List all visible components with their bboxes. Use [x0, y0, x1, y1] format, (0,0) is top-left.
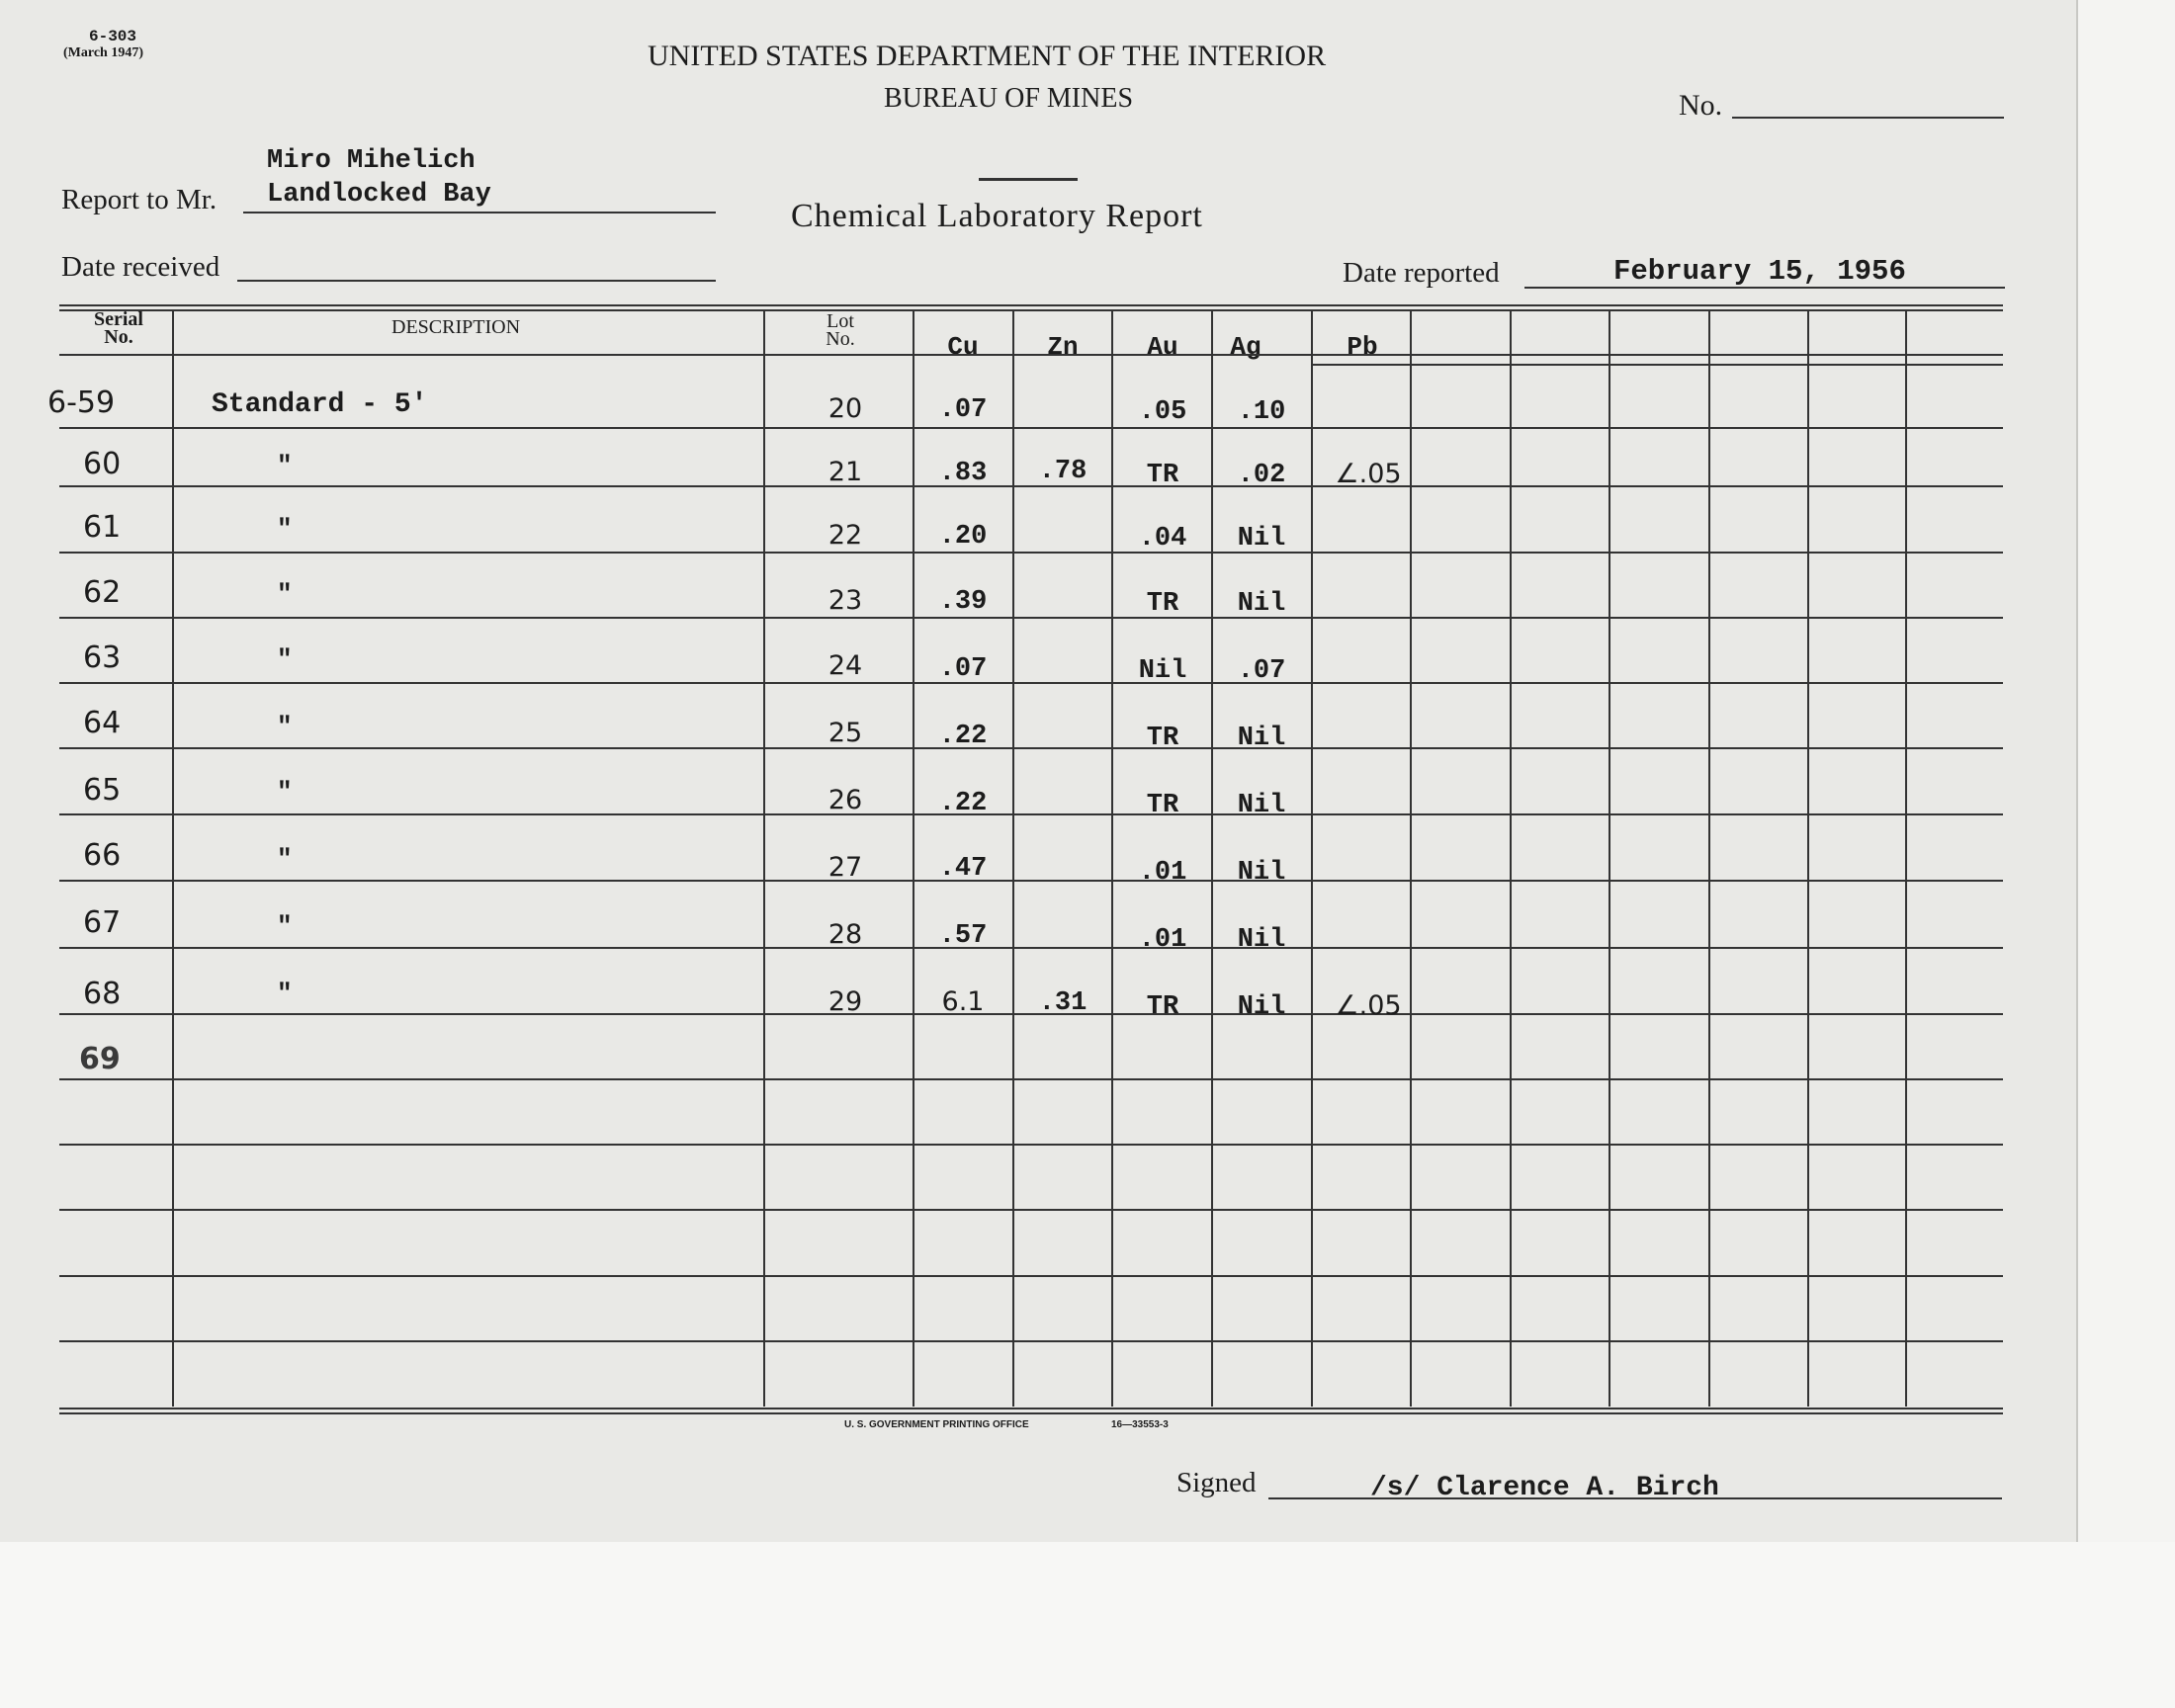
col-divider [172, 309, 174, 1407]
serial-cell: 62 [83, 575, 122, 610]
cu-cell: .07 [938, 395, 988, 425]
serial-header: Serial No. [94, 308, 143, 348]
row-rule [59, 813, 2003, 815]
lot-header: Lot No. [826, 310, 855, 350]
lot-cell: 23 [827, 585, 863, 616]
description-cell: " [277, 644, 293, 674]
date-received-line [237, 280, 716, 282]
au-cell: TR [1146, 724, 1179, 753]
serial-cell: 65 [83, 773, 122, 808]
row-rule [59, 1340, 2003, 1342]
no-label: No. [1679, 89, 1723, 122]
row-rule [59, 1144, 2003, 1146]
pb-cell: ∠.05 [1335, 990, 1402, 1021]
signed-label: Signed [1176, 1467, 1257, 1498]
title-rule [979, 178, 1078, 181]
header-rule-right [1311, 364, 2003, 366]
report-to-line [243, 212, 716, 214]
cu-cell: .07 [938, 654, 988, 684]
lot-cell: 20 [827, 393, 863, 424]
serial-cell: 63 [83, 640, 122, 675]
lot-cell: 27 [827, 852, 863, 883]
signature-line [1268, 1497, 2002, 1499]
printing-code: 16—33553-3 [1111, 1419, 1169, 1430]
lot-cell: 25 [827, 718, 863, 748]
au-cell: .01 [1138, 858, 1187, 888]
cu-cell: .83 [938, 459, 988, 488]
table-bottom-rule [59, 1408, 2003, 1409]
col-divider [1311, 309, 1313, 1407]
signature: /s/ Clarence A. Birch [1370, 1473, 1719, 1503]
header-rule [59, 354, 2003, 356]
lot-cell: 28 [827, 919, 863, 950]
date-reported-line [1524, 287, 2005, 289]
au-cell: .01 [1138, 925, 1187, 955]
cu-cell: .20 [938, 522, 988, 552]
description-cell: " [277, 844, 293, 874]
ag-cell: .10 [1237, 397, 1286, 427]
description-cell: " [277, 712, 293, 741]
form-number: 6-303 [89, 28, 137, 45]
row-rule [59, 880, 2003, 882]
col-divider [1905, 309, 1907, 1407]
report-to-name: Miro Mihelich [267, 146, 476, 176]
cu-cell: .47 [938, 854, 988, 884]
description-cell: " [277, 579, 293, 609]
serial-cell: 64 [83, 706, 122, 740]
serial-cell: 60 [83, 447, 122, 481]
table-top-rule-2 [59, 309, 2003, 311]
serial-cell: 68 [83, 977, 122, 1011]
cu-cell: .22 [938, 722, 988, 751]
serial-cell: 61 [83, 510, 122, 545]
report-to-place: Landlocked Bay [267, 180, 491, 210]
col-divider [1708, 309, 1710, 1407]
au-cell: Nil [1138, 656, 1187, 686]
description-cell: " [277, 979, 293, 1008]
ag-cell: Nil [1237, 791, 1286, 820]
cu-cell: .57 [938, 921, 988, 951]
lot-cell: 24 [827, 650, 863, 681]
description-header: DESCRIPTION [392, 316, 521, 338]
pb-cell: ∠.05 [1335, 459, 1402, 489]
cu-header: Cu [947, 332, 979, 362]
ag-cell: .02 [1237, 461, 1286, 490]
zn-header: Zn [1047, 332, 1079, 362]
au-header: Au [1147, 332, 1178, 362]
no-field-line [1732, 117, 2004, 119]
au-cell: .05 [1138, 397, 1187, 427]
row-rule [59, 1275, 2003, 1277]
serial-cell: 66 [83, 838, 122, 873]
col-divider [763, 309, 765, 1407]
date-reported-value: February 15, 1956 [1613, 255, 1906, 288]
row-rule [59, 617, 2003, 619]
description-cell: " [277, 451, 293, 480]
au-cell: TR [1146, 791, 1179, 820]
printing-office: U. S. GOVERNMENT PRINTING OFFICE [844, 1419, 1029, 1430]
table-top-rule [59, 304, 2003, 306]
table-bottom-rule-2 [59, 1412, 2003, 1414]
serial-cell: 69 [79, 1042, 121, 1076]
au-cell: .04 [1138, 524, 1187, 554]
row-rule [59, 947, 2003, 949]
lot-cell: 29 [827, 986, 863, 1017]
au-cell: TR [1146, 461, 1179, 490]
date-received-label: Date received [61, 251, 220, 283]
report-title: Chemical Laboratory Report [791, 198, 1203, 234]
au-cell: TR [1146, 992, 1179, 1022]
row-rule [59, 1078, 2003, 1080]
row-rule [59, 1209, 2003, 1211]
cu-cell: .39 [938, 587, 988, 617]
agency-title: UNITED STATES DEPARTMENT OF THE INTERIOR [648, 40, 1327, 72]
serial-cell: 6-59 [47, 385, 116, 420]
bureau-title: BUREAU OF MINES [884, 83, 1134, 114]
ag-cell: Nil [1237, 524, 1286, 554]
ag-cell: Nil [1237, 589, 1286, 619]
description-cell: " [277, 777, 293, 807]
description-cell: Standard - 5' [212, 389, 428, 420]
ag-cell: Nil [1237, 724, 1286, 753]
pb-header: Pb [1347, 332, 1378, 362]
lot-cell: 21 [827, 457, 863, 487]
lot-cell: 26 [827, 785, 863, 815]
row-rule [59, 427, 2003, 429]
description-cell: " [277, 911, 293, 941]
report-to-label: Report to Mr. [61, 184, 218, 215]
scan-margin [0, 1542, 2175, 1708]
cu-cell: 6.1 [941, 986, 985, 1017]
cu-cell: .22 [938, 789, 988, 818]
ag-cell: Nil [1237, 858, 1286, 888]
lot-cell: 22 [827, 520, 863, 551]
zn-cell: .78 [1038, 457, 1088, 486]
ag-cell: .07 [1237, 656, 1286, 686]
form-date: (March 1947) [63, 45, 143, 60]
col-divider [1510, 309, 1512, 1407]
zn-cell: .31 [1038, 988, 1088, 1018]
col-divider [1609, 309, 1610, 1407]
description-cell: " [277, 514, 293, 544]
ag-cell: Nil [1237, 992, 1286, 1022]
row-rule [59, 552, 2003, 554]
ag-header: Ag [1230, 332, 1262, 362]
serial-cell: 67 [83, 905, 122, 940]
au-cell: TR [1146, 589, 1179, 619]
row-rule [59, 747, 2003, 749]
ag-cell: Nil [1237, 925, 1286, 955]
date-reported-label: Date reported [1343, 257, 1500, 289]
row-rule [59, 682, 2003, 684]
col-divider [1807, 309, 1809, 1407]
